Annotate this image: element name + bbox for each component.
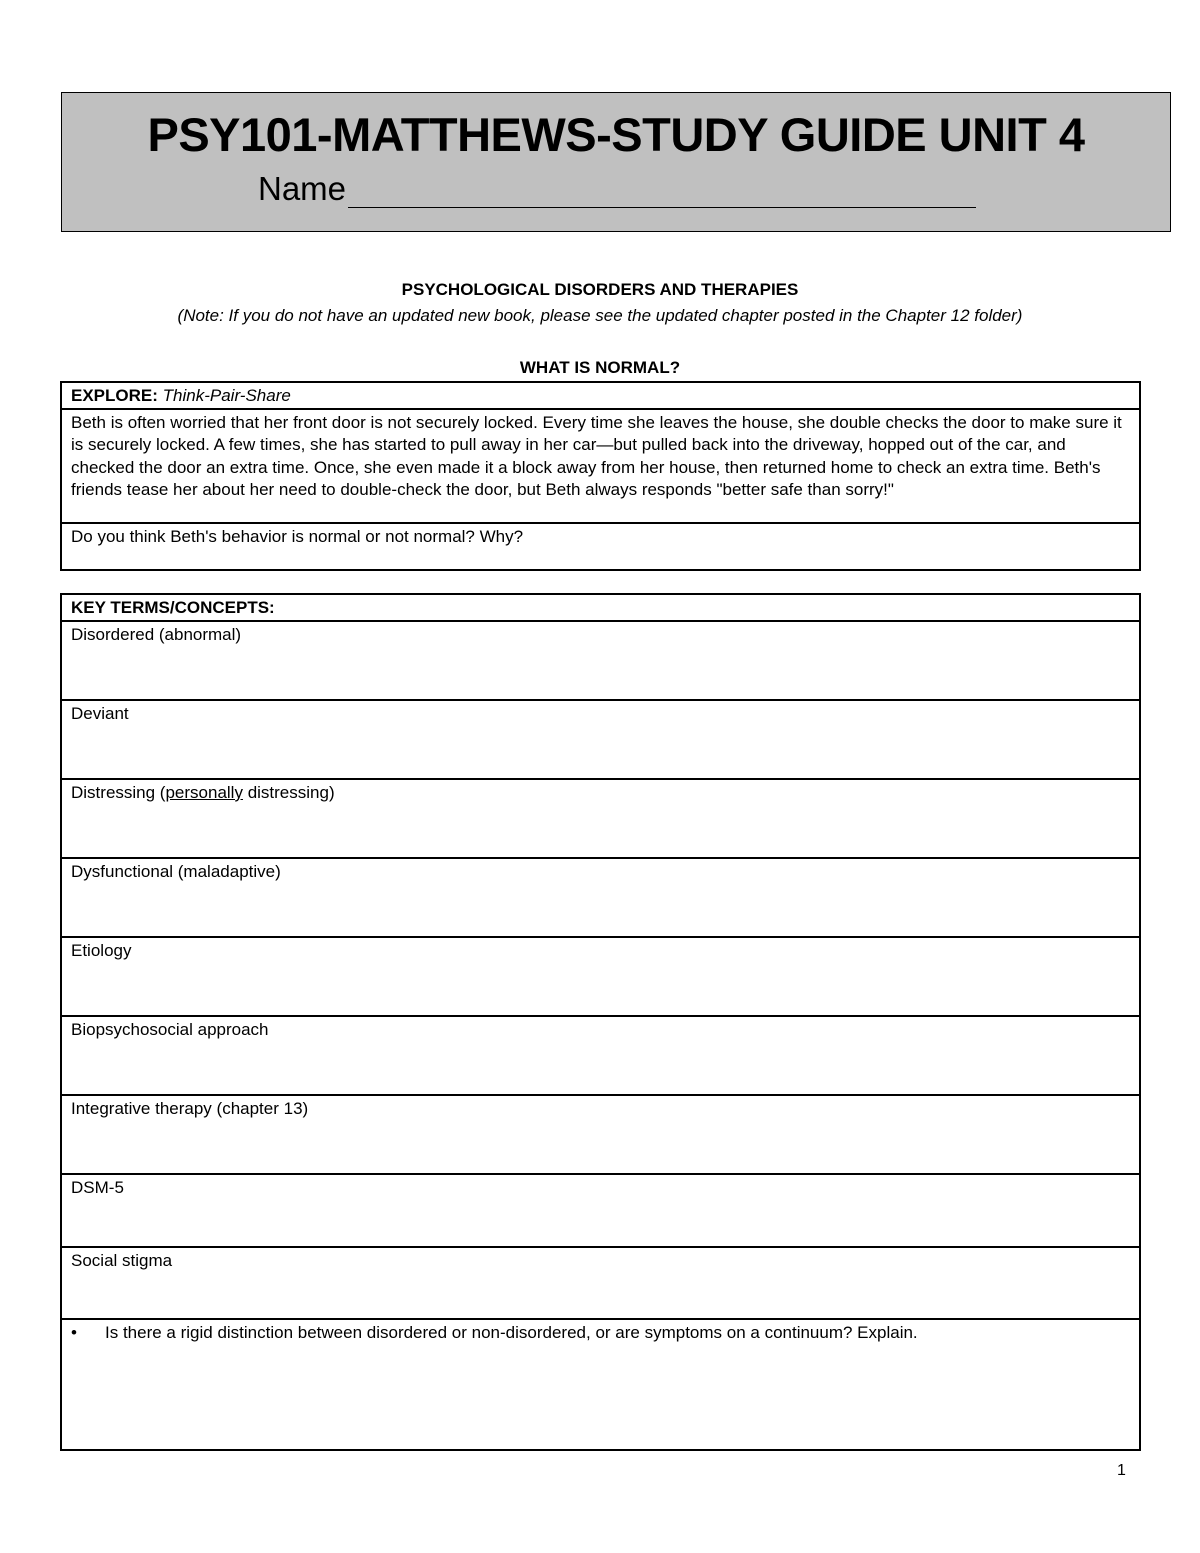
term-label: Integrative therapy (chapter 13): [71, 1099, 309, 1118]
term-row[interactable]: [61, 779, 1140, 858]
section-note: (Note: If you do not have an updated new book, please see the updated chapter posted in the Chapter 12 folder): [177, 306, 1023, 325]
term-label-distressing: Distressing (personally distressing): [71, 783, 335, 802]
term-label: DSM-5: [71, 1178, 124, 1197]
term-row[interactable]: [61, 1095, 1140, 1174]
title-banner: [61, 92, 1171, 232]
bullet-icon: •: [71, 1323, 77, 1342]
explore-label: EXPLORE:: [71, 386, 158, 405]
section-title: PSYCHOLOGICAL DISORDERS AND THERAPIES: [401, 280, 799, 299]
term-row[interactable]: [61, 621, 1140, 700]
term-label: Dysfunctional (maladaptive): [71, 862, 281, 881]
term-label: Etiology: [71, 941, 132, 960]
explore-header-cell: [61, 382, 1140, 409]
term-row[interactable]: [61, 700, 1140, 779]
name-label: Name: [258, 170, 347, 207]
key-terms-table: [60, 593, 1141, 1451]
term-row[interactable]: [61, 1247, 1140, 1319]
explore-table: [60, 381, 1141, 571]
name-row: [258, 170, 976, 208]
term-row[interactable]: [61, 937, 1140, 1016]
what-is-normal-heading: WHAT IS NORMAL?: [519, 358, 681, 377]
term-label: Deviant: [71, 704, 129, 723]
term-row[interactable]: [61, 1174, 1140, 1247]
continuum-question-cell[interactable]: [61, 1319, 1140, 1450]
term-label: Social stigma: [71, 1251, 173, 1270]
question-text: Do you think Beth's behavior is normal or not normal? Why?: [71, 526, 524, 546]
key-terms-heading: KEY TERMS/CONCEPTS:: [61, 594, 1140, 621]
term-row[interactable]: [61, 1016, 1140, 1095]
document-title: PSY101-MATTHEWS-STUDY GUIDE UNIT 4: [147, 108, 1085, 161]
page-number: 1: [1117, 1462, 1126, 1479]
question-answer-cell[interactable]: [61, 523, 1140, 570]
bullet-question: Is there a rigid distinction between disordered or non-disordered, or are symptoms on a continuum? Explain.: [105, 1323, 918, 1342]
name-blank-line[interactable]: [348, 177, 976, 208]
term-label: Biopsychosocial approach: [71, 1020, 269, 1039]
bullet-item: [71, 1322, 1130, 1345]
scenario-cell: Beth is often worried that her front door is not securely locked. Every time she leaves the house, she double checks the door to make sure it is securely locked. A few times, she has started to pull away in her car—but pulled back into the driveway, hopped out of the car, and checked the door an extra time. Once, she even made it a block away from her house, then returned home to check an extra time. Beth's friends tease her about her need to double-check the door, but Beth always responds "better safe than sorry!": [61, 409, 1140, 523]
term-row[interactable]: [61, 858, 1140, 937]
explore-activity: Think-Pair-Share: [162, 386, 291, 405]
term-label: Disordered (abnormal): [71, 625, 242, 644]
